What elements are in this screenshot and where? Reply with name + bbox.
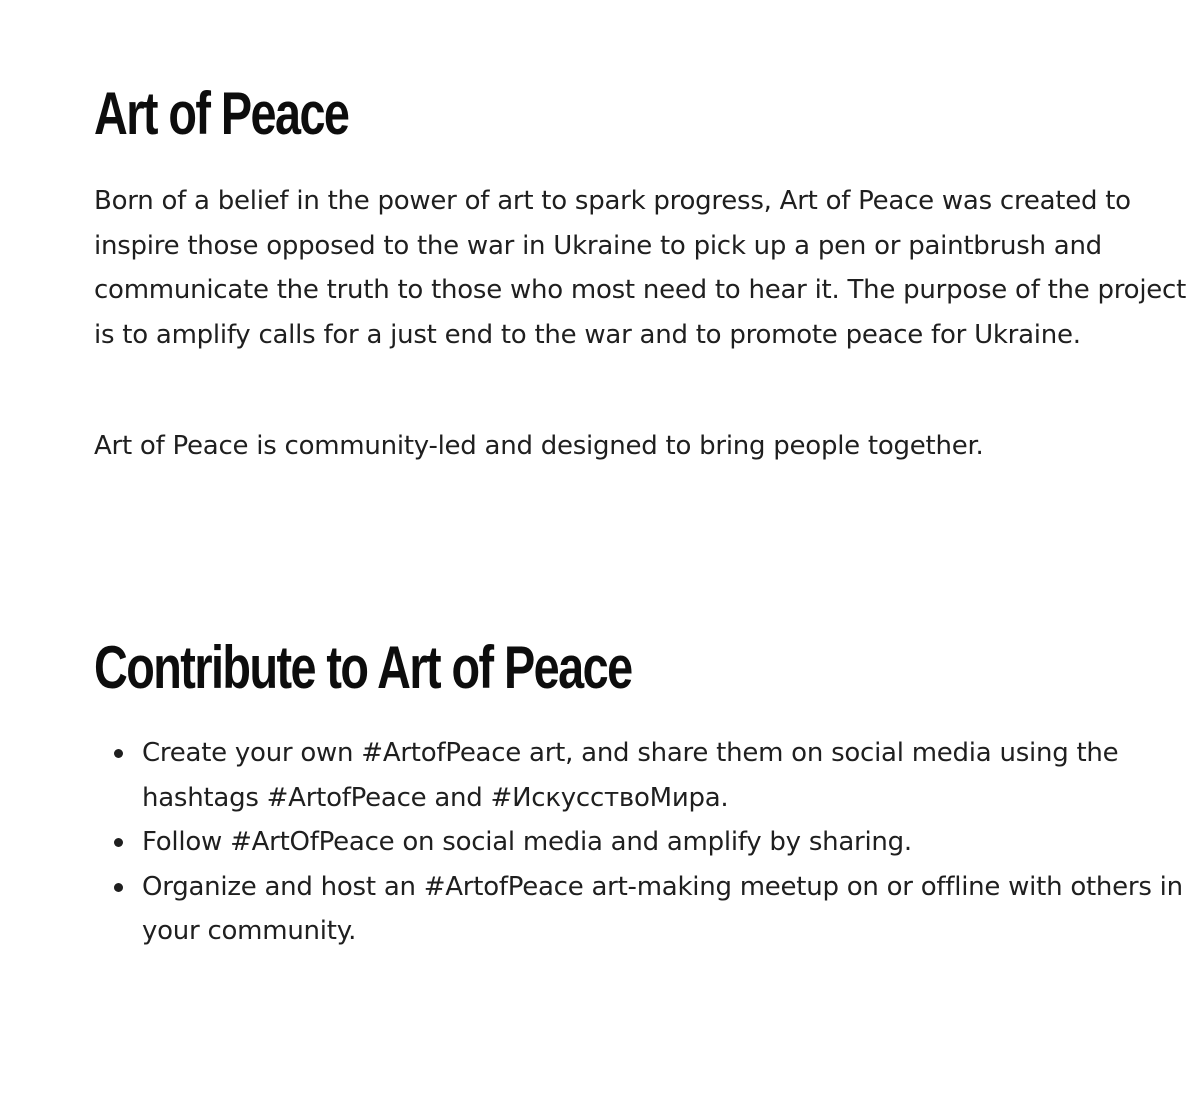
list-item xyxy=(94,820,1190,865)
list-item-text: Follow #ArtOfPeace on social media and amplify by sharing. xyxy=(142,827,912,857)
contribute-list xyxy=(94,731,1190,954)
about-paragraph-2: Art of Peace is community-led and designed to bring people together. xyxy=(94,431,984,461)
list-item xyxy=(94,865,1190,954)
list-item xyxy=(94,731,1190,820)
section-heading-about: Art of Peace xyxy=(94,80,349,147)
list-item-text: Organize and host an #ArtofPeace art-making meetup on or offline with others in your community. xyxy=(142,871,1183,946)
about-paragraph-1: Born of a belief in the power of art to spark progress, Art of Peace was created to inspire those opposed to the war in Ukraine to pick up a pen or paintbrush and communicate the truth to those who most need to hear it. The purpose of the project is to amplify calls for a just end to the war and to promote peace for Ukraine. xyxy=(94,186,1187,350)
section-heading-contribute: Contribute to Art of Peace xyxy=(94,634,632,701)
bullet-icon xyxy=(114,749,123,758)
bullet-icon xyxy=(114,883,123,892)
list-item-text: Create your own #ArtofPeace art, and share them on social media using the hashtags #ArtofPeace and #ИскусствоМира. xyxy=(142,738,1119,813)
bullet-icon xyxy=(114,838,123,847)
